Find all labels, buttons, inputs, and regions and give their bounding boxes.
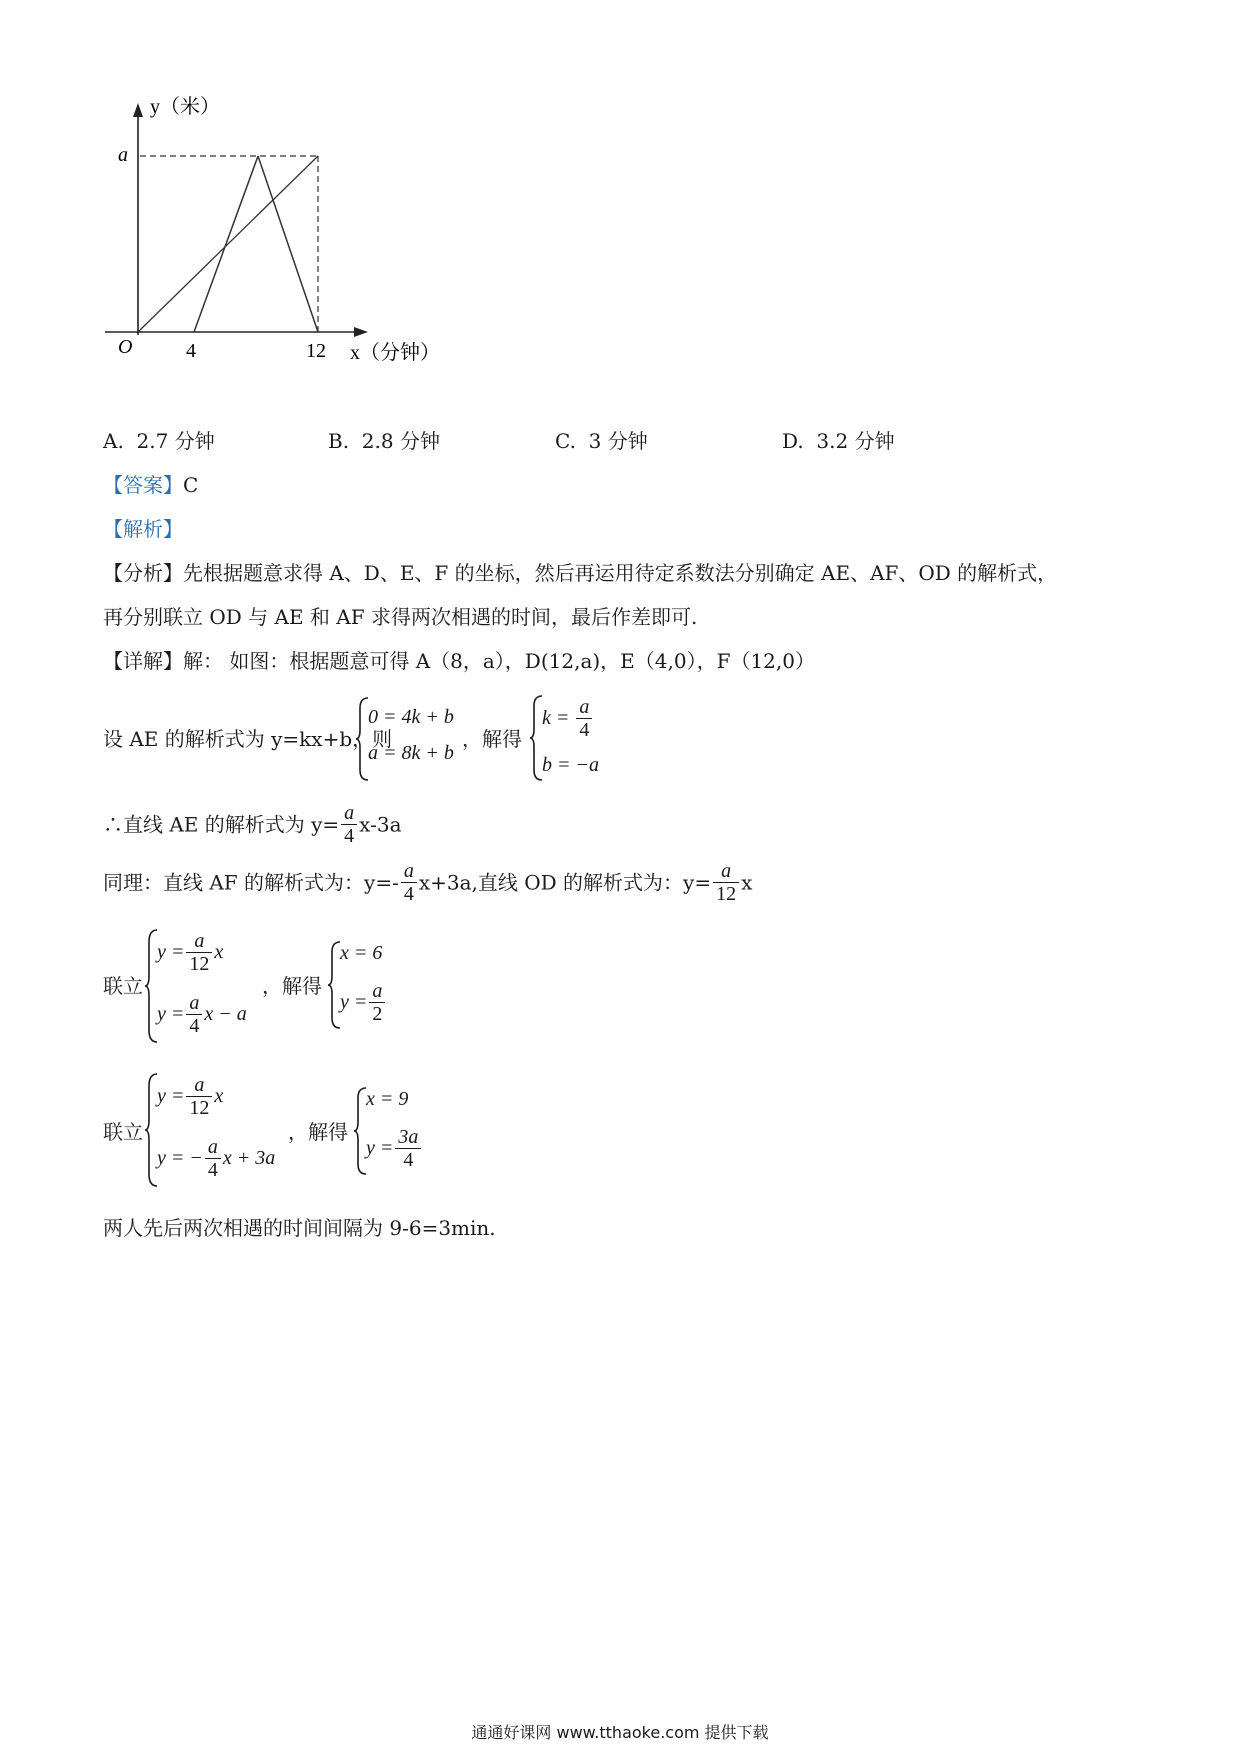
- system1-row2: [157, 992, 247, 1037]
- same-prefix: 同理：直线 AF 的解析式为：y=-: [103, 870, 399, 895]
- ae-eq1: 0 = 4k + b: [368, 706, 454, 728]
- same-mid: x+3a,直线 OD 的解析式为：y=: [418, 870, 712, 895]
- option-c-letter: C.: [555, 429, 576, 453]
- ae-sol1-left: k =: [542, 707, 570, 729]
- system1-equations: [145, 928, 275, 1046]
- denominator: 4: [579, 719, 590, 741]
- y-axis-label: y（米）: [150, 96, 220, 118]
- system2-equations: [145, 1072, 295, 1190]
- fraction: [713, 860, 739, 905]
- system1-row2-right: x − a: [204, 1003, 247, 1025]
- fraction: [205, 1136, 221, 1181]
- ae-sol1: [542, 696, 594, 741]
- answer-label: 【答案】: [103, 473, 183, 497]
- system2-solution: [354, 1086, 444, 1178]
- ae-solution-system: [530, 694, 630, 784]
- numerator: a: [186, 1074, 212, 1097]
- origin-label: O: [118, 336, 133, 358]
- detail-line: [103, 647, 815, 675]
- numerator: a: [341, 802, 357, 825]
- fenxi-label: 【分析】: [103, 561, 183, 585]
- fraction: [576, 696, 592, 741]
- x-tick-4: 4: [186, 340, 196, 362]
- fraction: [395, 1126, 421, 1171]
- ae-result-suffix: x-3a: [359, 812, 402, 837]
- y-axis-arrow: [133, 103, 143, 117]
- system1-sol1: x = 6: [340, 942, 383, 964]
- system2-row2-left: y = −: [157, 1147, 203, 1169]
- system2-sol1: x = 9: [366, 1088, 409, 1110]
- numerator: a: [576, 696, 592, 719]
- denominator: 4: [403, 883, 414, 905]
- denominator: 12: [716, 883, 737, 905]
- fenxi-text1: 先根据题意求得 A、D、E、F 的坐标，然后再运用待定系数法分别确定 AE、AF、OD 的解析式，: [183, 561, 1058, 585]
- same-line: [103, 860, 752, 905]
- fraction: [369, 980, 385, 1025]
- system2-row1-left: y =: [157, 1085, 185, 1107]
- system2-sol2: [366, 1126, 423, 1171]
- fraction: [341, 802, 357, 847]
- conclusion-line: 两人先后两次相遇的时间间隔为 9-6=3min.: [103, 1216, 496, 1240]
- line-od: [138, 156, 318, 332]
- numerator: a: [186, 930, 212, 953]
- ae-sol2: b = −a: [542, 754, 599, 776]
- system1-row1: [157, 930, 223, 975]
- denominator: 2: [372, 1003, 383, 1025]
- option-c-text: 3 分钟: [588, 429, 648, 453]
- denominator: 12: [189, 953, 210, 975]
- option-d-letter: D.: [782, 429, 804, 453]
- ae-result-prefix: ∴直线 AE 的解析式为 y=: [103, 812, 340, 837]
- option-a-letter: A.: [103, 429, 124, 453]
- page-footer: 通通好课网 www.tthaoke.com 提供下载: [471, 1723, 769, 1742]
- denominator: 4: [207, 1159, 218, 1181]
- option-a: [103, 427, 215, 455]
- denominator: 12: [189, 1097, 210, 1119]
- fenxi-line1: [103, 559, 1057, 587]
- system1-solve-text: ，解得: [262, 974, 322, 998]
- denominator: 4: [403, 1149, 414, 1171]
- system2-sol2-left: y =: [366, 1137, 394, 1159]
- system2-row2-right: x + 3a: [222, 1147, 276, 1169]
- numerator: a: [369, 980, 385, 1003]
- fenxi-line2: 再分别联立 OD 与 AE 和 AF 求得两次相遇的时间，最后作差即可.: [103, 605, 698, 629]
- system1-row2-left: y =: [157, 1003, 185, 1025]
- same-suffix: x: [741, 870, 753, 895]
- numerator: a: [186, 992, 202, 1015]
- x-tick-12: 12: [306, 340, 326, 362]
- system2-row2: [157, 1136, 275, 1181]
- system1-sol2: [340, 980, 387, 1025]
- detail-text: 解： 如图：根据题意可得 A（8，a），D(12,a)，E（4,0），F（12,0）: [183, 649, 815, 673]
- fraction: [186, 930, 212, 975]
- system2-row1: [157, 1074, 223, 1119]
- numerator: a: [713, 860, 739, 883]
- system2-row1-right: x: [214, 1085, 224, 1107]
- system2-label: 联立: [103, 1120, 143, 1144]
- option-d: [782, 427, 895, 455]
- answer-line: [103, 471, 198, 499]
- x-axis-arrow: [354, 327, 368, 337]
- ae-eq2: a = 8k + b: [368, 742, 454, 764]
- system1-sol2-left: y =: [340, 991, 368, 1013]
- system1-row1-right: x: [214, 941, 224, 963]
- system2-solve-text: ，解得: [288, 1120, 348, 1144]
- denominator: 4: [189, 1015, 200, 1037]
- option-d-text: 3.2 分钟: [816, 429, 895, 453]
- option-a-text: 2.7 分钟: [136, 429, 215, 453]
- fraction: [186, 992, 202, 1037]
- denominator: 4: [344, 825, 355, 847]
- line-ae: [194, 156, 258, 332]
- fraction: [401, 860, 417, 905]
- detail-label: 【详解】: [103, 649, 183, 673]
- numerator: 3a: [395, 1126, 421, 1149]
- option-b: [328, 427, 440, 455]
- answer-value: C: [183, 473, 199, 497]
- numerator: a: [205, 1136, 221, 1159]
- system1-solution: [328, 940, 418, 1032]
- line-af: [258, 156, 318, 332]
- ae-result-line: [103, 802, 402, 847]
- system1-label: 联立: [103, 974, 143, 998]
- system1-row1-left: y =: [157, 941, 185, 963]
- option-b-text: 2.8 分钟: [361, 429, 440, 453]
- analysis-header: 【解析】: [103, 517, 183, 541]
- option-c: [555, 427, 648, 455]
- x-axis-label: x（分钟）: [350, 342, 440, 364]
- fraction: [186, 1074, 212, 1119]
- ae-setup-prefix: 设 AE 的解析式为 y=kx+b，则: [103, 727, 393, 751]
- a-label: a: [118, 144, 128, 166]
- numerator: a: [401, 860, 417, 883]
- option-b-letter: B.: [328, 429, 350, 453]
- ae-solve-text: ，解得: [462, 727, 522, 751]
- graph-figure: [100, 95, 460, 415]
